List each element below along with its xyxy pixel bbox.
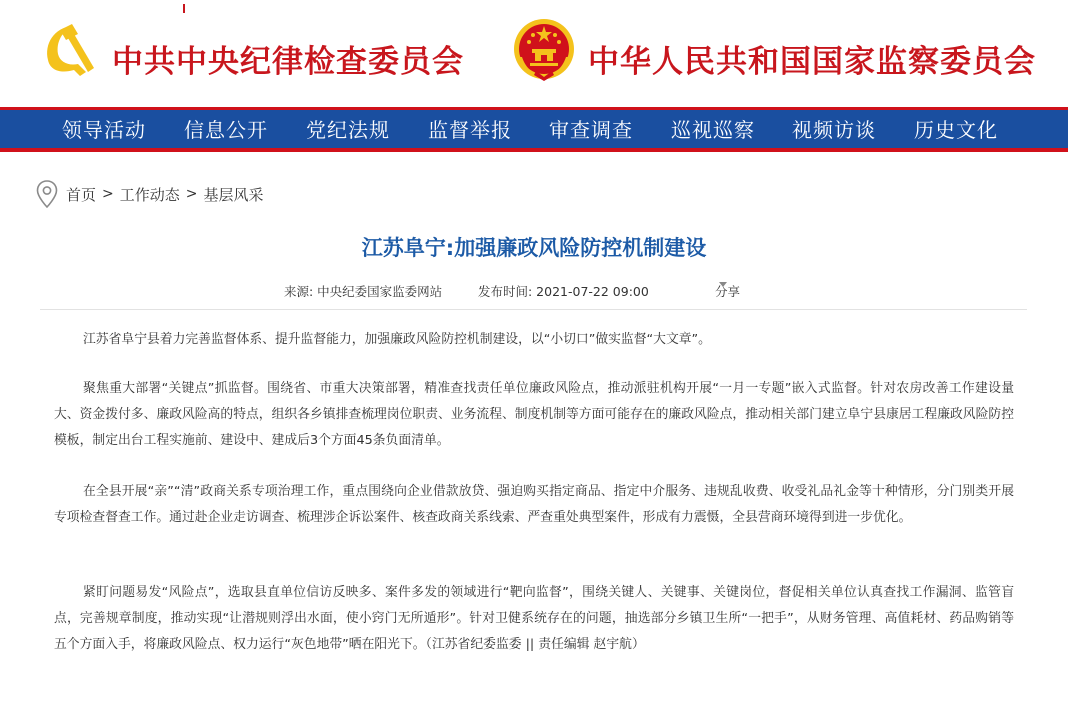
nav-item-inspection[interactable]: 巡视巡察 bbox=[671, 118, 755, 142]
nav-item-report[interactable]: 监督举报 bbox=[428, 118, 512, 142]
nav-bottom-stripe bbox=[0, 148, 1068, 152]
nsc-title: 中华人民共和国国家监察委员会 bbox=[588, 44, 1036, 80]
breadcrumb-home[interactable]: 首页 bbox=[66, 185, 97, 204]
main-nav bbox=[0, 110, 1068, 148]
share-label: 分享 bbox=[715, 284, 741, 299]
chevron-down-icon bbox=[719, 282, 727, 287]
breadcrumb-separator: > bbox=[102, 186, 114, 202]
article-paragraph: 在全县开展“亲”“清”政商关系专项治理工作，重点围绕向企业借款放贷、强迫购买指定商品、指定中介服务、违规乱收费、收受礼品礼金等十种情形，分门别类开展专项检查督查工作。通过赴企业走访调查、梳理涉企诉讼案件、核查政商关系线索、严查重处典型案件，形成有力震慑，全县营商环境得到进一步优化。 bbox=[54, 484, 1014, 525]
article-source: 来源: 中央纪委国家监委网站 bbox=[284, 284, 443, 299]
article-title: 江苏阜宁:加强廉政风险防控机制建设 bbox=[361, 236, 707, 260]
nav-item-disclosure[interactable]: 信息公开 bbox=[184, 118, 268, 142]
article-published-time: 发布时间: 2021-07-22 09:00 bbox=[478, 284, 649, 299]
nav-item-history[interactable]: 历史文化 bbox=[914, 118, 998, 142]
breadcrumb-separator: > bbox=[185, 186, 198, 202]
article-meta bbox=[0, 282, 1068, 300]
nav-item-leadership[interactable]: 领导活动 bbox=[62, 118, 146, 142]
party-emblem-icon bbox=[38, 20, 98, 80]
breadcrumb-grassroots[interactable]: 基层风采 bbox=[203, 185, 264, 204]
article-paragraph: 紧盯问题易发“风险点”，选取县直单位信访反映多、案件多发的领域进行“靶向监督”，围绕关键人、关键事、关键岗位，督促相关单位认真查找工作漏洞、监管盲点，完善规章制度，推动实现“让潜规则浮出水面，使小窍门无所遁形”。针对卫健系统存在的问题，抽选部分乡镇卫生所“一把手”，从财务管理、高值耗材、药品购销等五个方面入手，将廉政风险点、权力运行“灰色地带”晒在阳光下。（江苏省纪委监委 || 责任编辑 赵宇航） bbox=[54, 585, 1014, 652]
breadcrumb-work-news[interactable]: 工作动态 bbox=[119, 185, 180, 204]
ccdi-title: 中共中央纪律检查委员会 bbox=[112, 44, 464, 80]
breadcrumb bbox=[36, 180, 264, 208]
national-emblem-icon bbox=[512, 17, 576, 83]
article-paragraph: 江苏省阜宁县着力完善监督体系、提升监督能力，加强廉政风险防控机制建设，以“小切口”做实监督“大文章”。 bbox=[83, 332, 711, 347]
meta-divider bbox=[40, 309, 1027, 310]
nav-item-video[interactable]: 视频访谈 bbox=[792, 118, 876, 142]
decorative-tick bbox=[183, 4, 185, 13]
site-header bbox=[0, 0, 1068, 107]
article-paragraph: 聚焦重大部署“关键点”抓监督。围绕省、市重大决策部署，精准查找责任单位廉政风险点，推动派驻机构开展“一月一专题”嵌入式监督。针对农房改善工作建设量大、资金拨付多、廉政风险高的特点，组织各乡镇排查梳理岗位职责、业务流程、制度机制等方面可能存在的廉政风险点，推动相关部门建立阜宁县康居工程廉政风险防控模板，制定出台工程实施前、建设中、建成后3个方面45条负面清单。 bbox=[54, 381, 1014, 448]
nav-item-investigation[interactable]: 审查调查 bbox=[549, 118, 633, 142]
nav-item-regulations[interactable]: 党纪法规 bbox=[306, 118, 390, 142]
location-pin-icon bbox=[36, 180, 58, 208]
